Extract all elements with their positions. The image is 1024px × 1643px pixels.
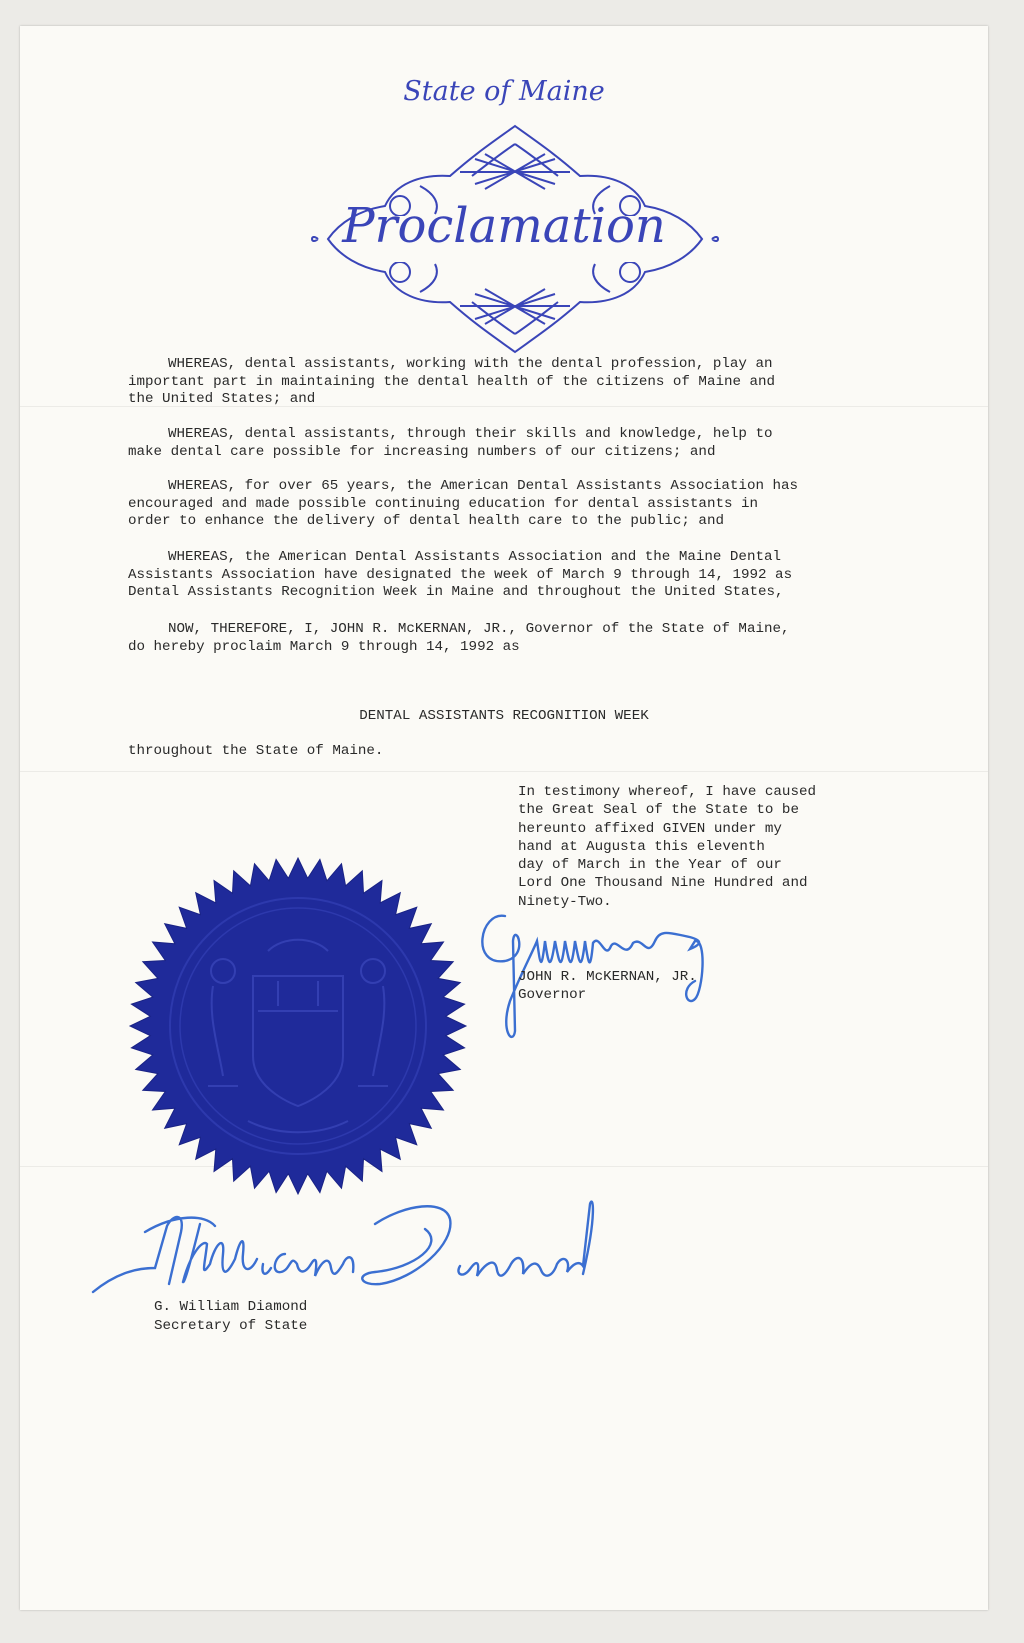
governor-signature: [475, 881, 735, 1041]
fold-line: [20, 771, 988, 772]
secretary-title: Secretary of State: [154, 1318, 308, 1334]
great-seal-icon: [128, 856, 468, 1196]
secretary-name: G. William Diamond: [154, 1299, 308, 1315]
whereas-paragraph-3: WHEREAS, for over 65 years, the American Dental Assistants Association has encouraged and made possible continuing education for dental assistants in order to enhance the delivery of dental health care to the public; and: [128, 478, 799, 529]
document-title: Proclamation: [342, 198, 666, 254]
now-therefore-paragraph: NOW, THEREFORE, I, JOHN R. McKERNAN, JR., Governor of the State of Maine, do hereby proclaim March 9 through 14, 1992 as: [128, 621, 790, 655]
state-title: State of Maine: [403, 76, 605, 107]
whereas-paragraph-2: WHEREAS, dental assistants, through their skills and knowledge, help to make dental care possible for increasing numbers of our citizens; and: [128, 426, 773, 460]
testimony-clause: In testimony whereof, I have caused the Great Seal of the State to be hereunto affixed GIVEN under my hand at Augusta this eleventh day of March in the Year of our Lord One Thousand Nine Hundred and Ninety-Two.: [518, 784, 816, 910]
whereas-paragraph-1: WHEREAS, dental assistants, working with the dental profession, play an important part in maintaining the dental health of the citizens of Maine and the United States; and: [128, 356, 776, 407]
closing-line: throughout the State of Maine.: [128, 743, 384, 759]
proclamation-sheet: [20, 26, 988, 1610]
proclaimed-title: DENTAL ASSISTANTS RECOGNITION WEEK: [359, 708, 649, 724]
secretary-signature: [85, 1184, 605, 1304]
whereas-paragraph-4: WHEREAS, the American Dental Assistants Association and the Maine Dental Assistants Association have designated the week of March 9 through 14, 1992 as Dental Assistants Recognition Week in Maine and throughout the United States,: [128, 549, 793, 600]
governor-title: Governor: [518, 987, 587, 1003]
governor-name: JOHN R. McKERNAN, JR.: [518, 969, 697, 985]
